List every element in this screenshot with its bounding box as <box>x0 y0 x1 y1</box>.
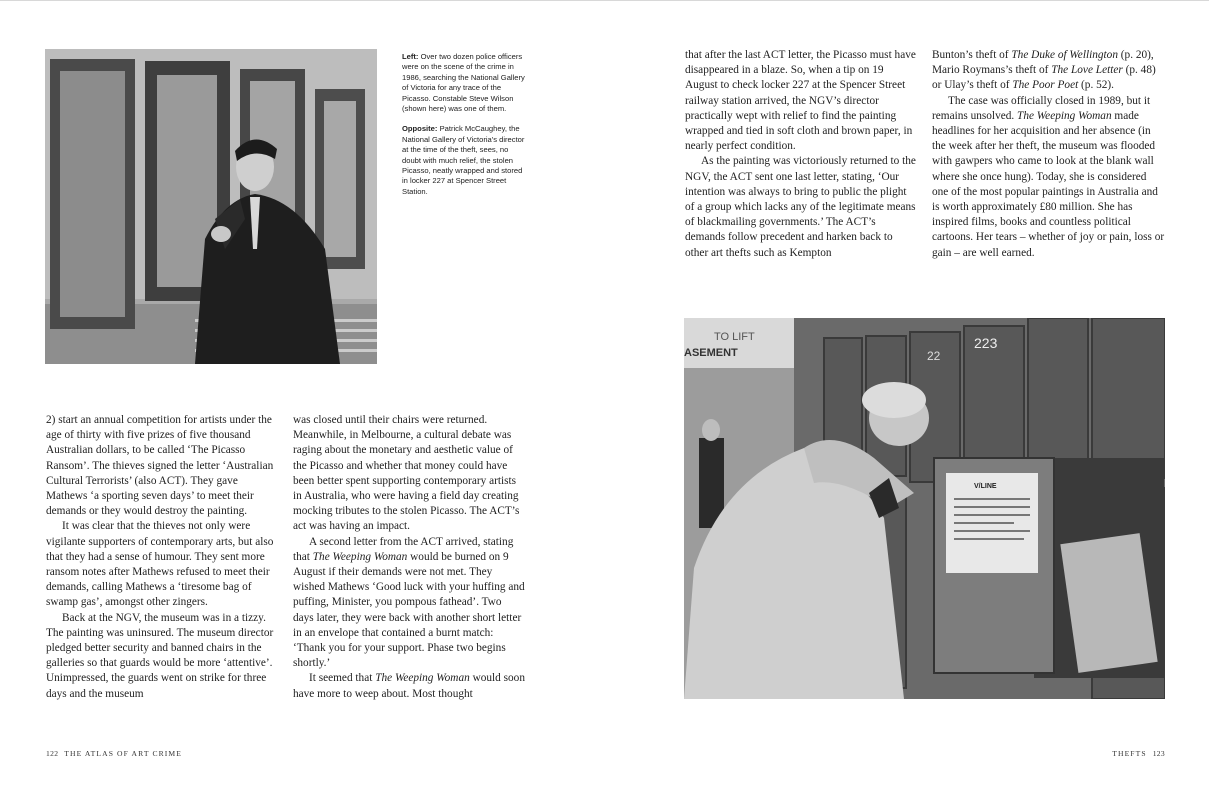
caption-left-text: Over two dozen police officers were on the scene of the crime in 1986, searching the National Gallery of Victoria for any trace of the Picasso. Constable Steve Wilson (shown here) was one of them. <box>402 52 525 114</box>
col4-p1-text-b: (p. 20), Mario Roymans’s theft of <box>932 49 1154 77</box>
body-column-4 <box>932 48 1165 261</box>
col1-paragraph-1: 2) start an annual competition for artists under the age of thirty with five prizes of five thousand Australian dollars, to be called ‘The Picasso Ransom’. The thieves signed the letter ‘Australian Cultural Terrorists’ (also ACT). They gave Mathews ‘a sporting seven days’ to meet their demands or they would destroy the painting. <box>46 414 274 518</box>
footer-left-folio <box>46 749 182 758</box>
page-number-right: 123 <box>1152 749 1165 758</box>
caption-left <box>402 52 528 114</box>
photo-caption <box>402 52 528 207</box>
col2-p2-text-b: would be burned on 9 August if their demands were not met. They wished Mathews ‘Good luck with your huffing and puffing, Minister, you pompous fathead’. Two days later, they were back with another short letter in an envelope that contained a burnt match: ‘Thank you for your support. Phase two begins shortly.’ <box>293 550 525 670</box>
col4-paragraph-1 <box>932 48 1165 94</box>
col2-p3-text-a: It seemed that <box>309 672 376 685</box>
page-number-left: 122 <box>46 749 59 758</box>
locker-number-label: 223 <box>974 335 998 351</box>
col1-paragraph-3: Back at the NGV, the museum was in a tizzy. The painting was uninsured. The museum director pledged better security and banned chairs in the galleries so that guards would be more ‘attentive’. Unimpressed, the guards went on strike for three days and the museum <box>46 611 274 700</box>
body-column-3 <box>685 48 916 261</box>
locker-notice-brand: V/LINE <box>974 483 997 490</box>
photo-constable-gallery-image <box>45 49 377 364</box>
col4-p1-artwork-title-3: The Poor Poet <box>1012 79 1079 92</box>
photo-director-locker <box>684 318 1165 699</box>
col3-paragraph-1: that after the last ACT letter, the Picasso must have disappeared in a blaze. So, when a tip on 19 August to check locker 227 at the Spencer Street railway station arrived, the NGV’s director practically wept with relief to find the painting wrapped and tied in soft cloth and brown paper, in nearly perfect condition. <box>685 49 916 153</box>
locker-sign-text-2: ASEMENT <box>684 347 738 359</box>
book-title: THE ATLAS OF ART CRIME <box>64 749 182 758</box>
col2-paragraph-2 <box>293 535 525 672</box>
col2-p2-artwork-title: The Weeping Woman <box>312 550 408 563</box>
col4-p1-text-c: (p. 48) or Ulay’s theft of <box>932 64 1156 92</box>
col1-paragraph-2: It was clear that the thieves not only were vigilante supporters of contemporary arts, but also that they had a sense of humour. They sent more ransom notes after Mathews refused to meet their demands, calling Mathews a ‘tiresome bag of swamp gas’, amongst other zingers. <box>46 520 274 609</box>
col2-p3-artwork-title: The Weeping Woman <box>375 672 470 685</box>
col4-p1-text-a: Bunton’s theft of <box>932 49 1012 61</box>
photo-director-locker-image <box>684 318 1165 699</box>
col4-p2-text-a: The case was officially closed in 1989, but it remains unsolved. <box>932 94 1151 122</box>
caption-opposite-text: Patrick McCaughey, the National Gallery of Victoria's director at the time of the theft, sees, no doubt with much relief, the stolen Picasso, neatly wrapped and stored in locker 227 at Spencer Street Station. <box>402 124 525 196</box>
locker-sign-text: TO LIFT <box>714 331 755 343</box>
chapter-title: THEFTS <box>1112 749 1147 758</box>
col4-p2-text-b: made headlines for her acquisition and her absence (in the week after her theft, the museum was flooded with gawpers who came to look at the blank wall where she once hung). Today, she is considered one of the most popular paintings in Australia and is worth approximately £80 million. She has inspired films, books and countless political cartoons. Her tears – whether of joy or pain, loss or gain – are well earned. <box>932 109 1165 259</box>
caption-left-label: Left: <box>402 52 419 61</box>
caption-opposite <box>402 124 528 197</box>
footer-right-folio <box>1112 749 1165 758</box>
col4-p1-artwork-title-2: The Love Letter <box>1051 64 1123 77</box>
page-top-edge <box>0 0 1209 1</box>
col4-p1-artwork-title-1: The Duke of Wellington <box>1011 49 1118 61</box>
caption-opposite-label: Opposite: <box>402 124 438 134</box>
col2-paragraph-3 <box>293 671 525 701</box>
col2-p3-text-b: would soon have more to weep about. Most thought <box>293 672 525 700</box>
locker-number-label-2: 22 <box>927 349 941 363</box>
col2-paragraph-1: was closed until their chairs were returned. Meanwhile, in Melbourne, a cultural debate was raging about the monetary and aesthetic value of the Picasso and whether that money could have been better spent supporting contemporary artists in Australia, who were having a field day creating mocking tributes to the stolen Picasso. The ACT’s act was having an impact. <box>293 414 520 533</box>
col4-p2-artwork-title: The Weeping Woman <box>1017 109 1112 122</box>
col3-paragraph-2: As the painting was victoriously returned to the NGV, the ACT sent one last letter, stating, ‘Our intention was always to bring to public the plight of a group which lacks any of the legitimate means of blackmailing governments.’ The ACT’s demands follow precedent and harken back to other art thefts such as Kempton <box>685 155 916 259</box>
body-column-2 <box>293 413 525 702</box>
body-column-1 <box>46 413 274 702</box>
col4-p1-text-d: (p. 52). <box>1078 79 1114 92</box>
col2-p2-text-a: A second letter from the ACT arrived, stating that <box>293 535 514 563</box>
photo-constable-gallery <box>45 49 377 364</box>
col4-paragraph-2 <box>932 94 1165 261</box>
